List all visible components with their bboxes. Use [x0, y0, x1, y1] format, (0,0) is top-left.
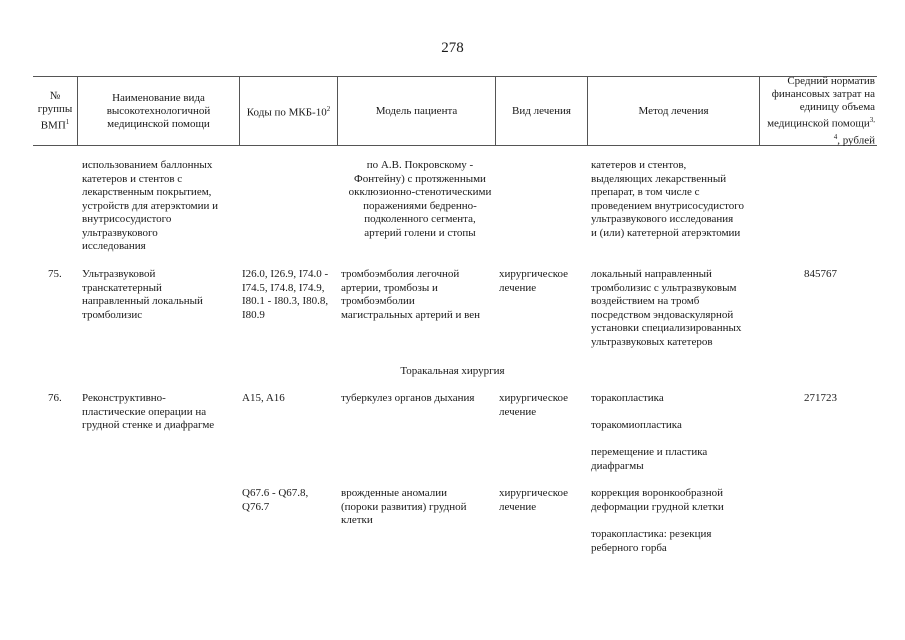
header-col-codes-text: Коды по МКБ-10 — [246, 106, 327, 119]
header-col-group — [33, 77, 77, 145]
row76-sub2-type: хирургическое лечение — [499, 487, 569, 513]
row76-sub2-model: врожденные аномалии (пороки развития) грудной клетки — [341, 487, 467, 526]
header-col-model-text: Модель пациента — [375, 104, 458, 117]
row75-type: хирургическое лечение — [499, 268, 569, 294]
continuation-method: катетеров и стентов, выделяющих лекарственный препарат, в том числе с проведением внутрисосудистого ультразвукового исследования и (или) катетерной атерэктомии — [591, 159, 744, 239]
header-col-codes-sup: 2 — [326, 104, 331, 113]
row76-sub1-method-2: торакомиопластика — [591, 419, 682, 431]
row76-sub1-method-1: торакопластика — [591, 392, 664, 404]
header-col-norm-text: Средний норматив финансовых затрат на единицу объема медицинской помощи — [767, 74, 875, 130]
row76-sub2-method-1: коррекция воронкообразной деформации грудной клетки — [591, 487, 724, 513]
row76-sub1-codes: A15, A16 — [242, 392, 285, 404]
header-col-group-line3: ВМП — [40, 119, 66, 132]
header-col-name-text: Наименование вида высокотехнологичной медицинской помощи — [106, 91, 211, 130]
row76-sub1-type: хирургическое лечение — [499, 392, 569, 418]
header-col-group-line1: № — [49, 89, 61, 102]
row76-sub1-method-3: перемещение и пластика диафрагмы — [591, 446, 708, 472]
continuation-model: по А.В. Покровскому - Фонтейну) с протяженными окклюзионно-стенотическими поражениями бедренно- подколенного сегмента, артерий голени и стопы — [348, 159, 492, 239]
row75-norm: 845767 — [804, 268, 837, 280]
row76-sub1-model: туберкулез органов дыхания — [341, 392, 475, 404]
row75-name: Ультразвуковой транскатетерный направленный локальный тромболизис — [82, 268, 203, 321]
row76-norm: 271723 — [804, 392, 837, 404]
header-col-method — [587, 77, 759, 145]
header-col-norm-sup: 3, 4 — [833, 115, 875, 141]
row75-method: локальный направленный тромболизис с ультразвуковым воздействием на тромб посредством эндоваскулярной установки специализированных ультразвуковых катетеров — [591, 268, 742, 348]
table-header — [33, 76, 877, 146]
header-col-model — [337, 77, 495, 145]
row75-codes: I26.0, I26.9, I74.0 - I74.5, I74.8, I74.9, I80.1 - I80.3, I80.8, I80.9 — [242, 268, 329, 321]
row76-sub2-method-2: торакопластика: резекция реберного горба — [591, 528, 712, 554]
header-col-norm-tail: , рублей — [837, 134, 875, 147]
header-col-type — [495, 77, 587, 145]
header-col-name — [77, 77, 239, 145]
row76-sub2-codes: Q67.6 - Q67.8, Q76.7 — [242, 487, 309, 513]
row75-model: тромбоэмболия легочной артерии, тромбозы и тромбоэмболии магистральных артерий и вен — [341, 268, 480, 321]
continuation-name: использованием баллонных катетеров и стентов с лекарственным покрытием, устройств для атерэктомии и внутрисосудистого ультразвукового исследования — [82, 159, 219, 252]
header-col-type-text: Вид лечения — [512, 104, 571, 117]
header-col-norm — [759, 74, 877, 147]
page-number: 278 — [441, 40, 464, 56]
header-col-group-line2: группы — [37, 102, 73, 115]
row76-name: Реконструктивно- пластические операции на грудной стенке и диафрагме — [82, 392, 215, 431]
row76-number: 76. — [48, 392, 62, 404]
section-title: Торакальная хирургия — [400, 365, 505, 377]
row75-number: 75. — [48, 268, 62, 280]
header-col-method-text: Метод лечения — [638, 104, 709, 117]
header-col-group-sup: 1 — [65, 117, 70, 126]
header-col-codes — [239, 77, 337, 145]
